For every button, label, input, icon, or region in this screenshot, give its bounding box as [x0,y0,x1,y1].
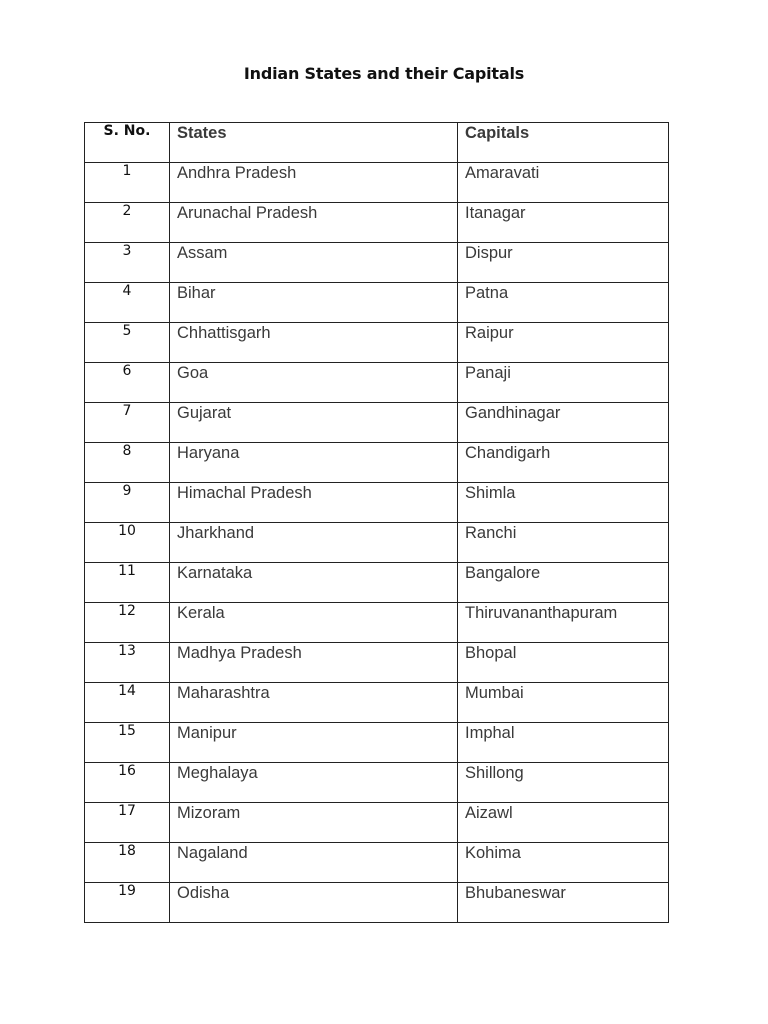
cell-serial-number: 18 [85,843,170,883]
page-title: Indian States and their Capitals [243,64,525,83]
table-row [85,843,669,883]
cell-capital: Panaji [458,363,669,403]
cell-state: Goa [170,363,458,403]
table-row [85,883,669,923]
cell-serial-number: 5 [85,323,170,363]
cell-capital: Itanagar [458,203,669,243]
cell-capital: Shillong [458,763,669,803]
cell-capital: Ranchi [458,523,669,563]
cell-capital: Gandhinagar [458,403,669,443]
cell-capital: Raipur [458,323,669,363]
cell-capital: Shimla [458,483,669,523]
cell-state: Arunachal Pradesh [170,203,458,243]
cell-state: Assam [170,243,458,283]
table-row [85,483,669,523]
header-states: States [170,123,458,163]
cell-serial-number: 7 [85,403,170,443]
cell-capital: Kohima [458,843,669,883]
table-row [85,643,669,683]
cell-state: Gujarat [170,403,458,443]
table-row [85,363,669,403]
table-row [85,243,669,283]
cell-state: Chhattisgarh [170,323,458,363]
table-row [85,403,669,443]
cell-state: Nagaland [170,843,458,883]
table-row [85,723,669,763]
header-serial-number: S. No. [85,123,170,163]
cell-serial-number: 19 [85,883,170,923]
table-row [85,163,669,203]
cell-state: Jharkhand [170,523,458,563]
cell-capital: Bangalore [458,563,669,603]
cell-serial-number: 8 [85,443,170,483]
cell-capital: Thiruvananthapuram [458,603,669,643]
table-body [85,163,669,923]
cell-capital: Chandigarh [458,443,669,483]
table-header-row [85,123,669,163]
table-row [85,203,669,243]
cell-state: Manipur [170,723,458,763]
cell-state: Himachal Pradesh [170,483,458,523]
cell-serial-number: 15 [85,723,170,763]
table-row [85,283,669,323]
table-row [85,803,669,843]
cell-serial-number: 9 [85,483,170,523]
cell-capital: Dispur [458,243,669,283]
cell-state: Haryana [170,443,458,483]
cell-serial-number: 11 [85,563,170,603]
table-row [85,563,669,603]
cell-serial-number: 16 [85,763,170,803]
table-row [85,523,669,563]
cell-state: Kerala [170,603,458,643]
cell-serial-number: 13 [85,643,170,683]
cell-serial-number: 10 [85,523,170,563]
table-row [85,603,669,643]
cell-state: Andhra Pradesh [170,163,458,203]
table-row [85,443,669,483]
table-row [85,323,669,363]
cell-capital: Aizawl [458,803,669,843]
cell-state: Karnataka [170,563,458,603]
cell-serial-number: 3 [85,243,170,283]
states-capitals-table [84,122,669,923]
cell-state: Maharashtra [170,683,458,723]
cell-serial-number: 2 [85,203,170,243]
cell-state: Madhya Pradesh [170,643,458,683]
cell-serial-number: 14 [85,683,170,723]
table-row [85,763,669,803]
cell-serial-number: 4 [85,283,170,323]
cell-capital: Patna [458,283,669,323]
cell-state: Bihar [170,283,458,323]
cell-state: Mizoram [170,803,458,843]
cell-serial-number: 6 [85,363,170,403]
cell-capital: Amaravati [458,163,669,203]
cell-capital: Bhubaneswar [458,883,669,923]
cell-capital: Imphal [458,723,669,763]
cell-serial-number: 17 [85,803,170,843]
cell-state: Meghalaya [170,763,458,803]
cell-serial-number: 1 [85,163,170,203]
cell-capital: Bhopal [458,643,669,683]
table-row [85,683,669,723]
cell-capital: Mumbai [458,683,669,723]
cell-state: Odisha [170,883,458,923]
header-capitals: Capitals [458,123,669,163]
cell-serial-number: 12 [85,603,170,643]
